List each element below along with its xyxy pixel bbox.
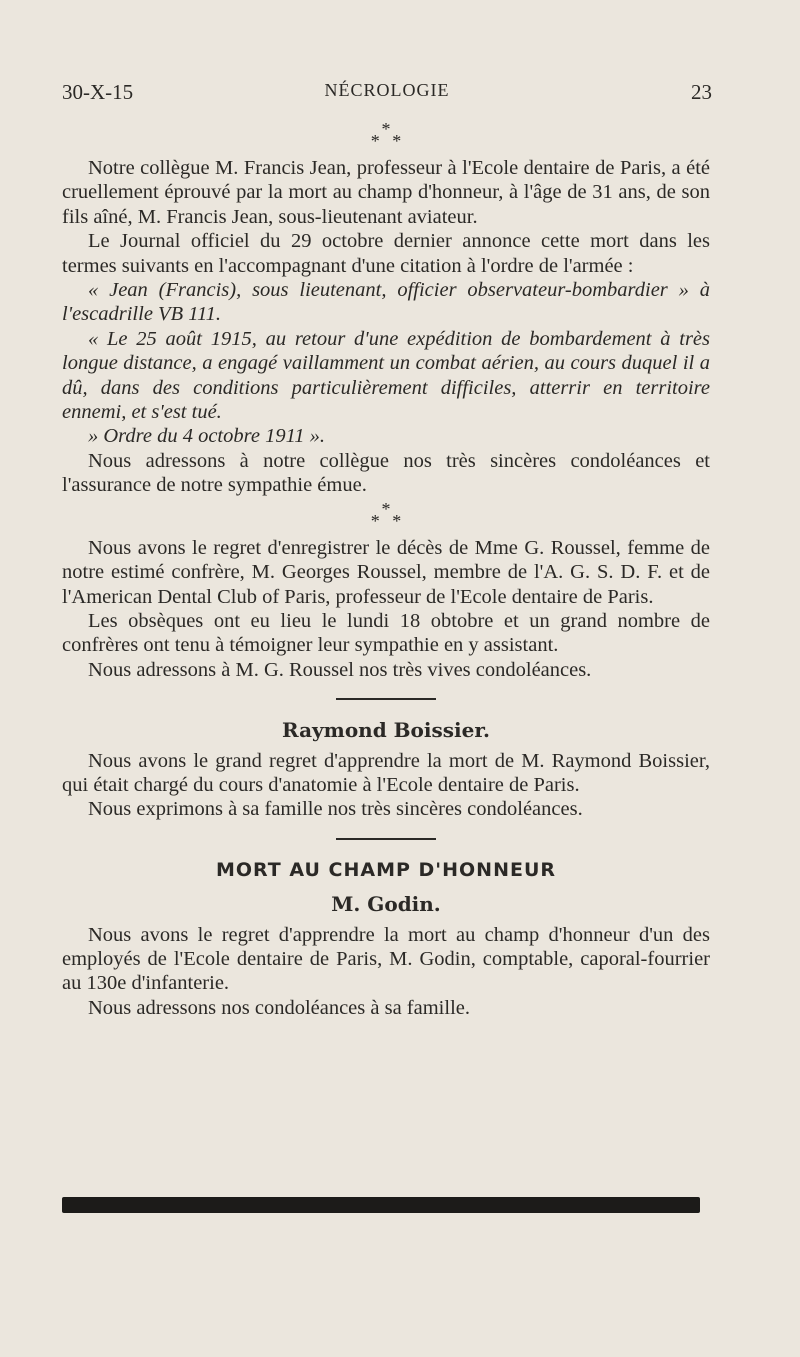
divider-rule <box>336 838 436 840</box>
header-date: 30-X-15 <box>62 80 134 104</box>
notice-title: M. Godin. <box>331 892 441 917</box>
asterism-star: * <box>381 119 391 139</box>
notice-roussel <box>62 536 710 682</box>
article-body <box>62 118 710 1020</box>
paragraph: Nous avons le regret d'enregistrer le décès de Mme G. Roussel, femme de notre estimé confrère, M. Georges Roussel, membre de l'A. G. S. D. F. et de l'American Dental Club of Paris, professeur de l'Ecole dentaire de Paris. <box>62 536 710 608</box>
asterism-star: * <box>392 131 402 151</box>
paragraph: Les obsèques ont eu lieu le lundi 18 obtobre et un grand nombre de confrères ont tenu à témoigner leur sympathie en y assistant. <box>62 609 710 657</box>
notice-francis-jean <box>62 156 710 498</box>
header-section-title: NÉCROLOGIE <box>324 80 450 100</box>
paragraph: Nous adressons à M. G. Roussel nos très vives condoléances. <box>88 658 592 681</box>
asterism-star: * <box>370 510 380 531</box>
running-header <box>62 80 712 112</box>
end-of-section-bar <box>62 1197 700 1213</box>
asterism-star: * <box>370 131 380 151</box>
paragraph: Nous adressons à notre collègue nos très sincères condoléances et l'assurance de notre sympathie émue. <box>62 449 710 497</box>
asterism-star: * <box>381 498 391 519</box>
paragraph: Le Journal officiel du 29 octobre dernier annonce cette mort dans les termes suivants en l'accompagnant d'une citation à l'ordre de l'armée : <box>62 230 710 277</box>
citation-quote: » Ordre du 4 octobre 1911 ». <box>88 425 326 448</box>
paragraph: Nous avons le regret d'apprendre la mort au champ d'honneur d'un des employés de l'Ecole dentaire de Paris, M. Godin, comptable, caporal-fourrier au 130e d'infanterie. <box>62 923 710 995</box>
section-heading: MORT AU CHAMP D'HONNEUR <box>215 858 557 881</box>
notice-title: Raymond Boissier. <box>282 718 490 743</box>
notice-boissier <box>62 718 710 822</box>
citation-quote: « Jean (Francis), sous lieutenant, officier observateur-bombardier » à l'escadrille VB 111. <box>62 279 710 326</box>
paragraph: Nous adressons nos condoléances à sa famille. <box>88 996 470 1019</box>
paragraph: Nous exprimons à sa famille nos très sincères condoléances. <box>88 798 583 821</box>
paragraph: Notre collègue M. Francis Jean, professeur à l'Ecole dentaire de Paris, a été cruellement éprouvé par la mort au champ d'honneur, à l'âge de 31 ans, de son fils aîné, M. Francis Jean, sous-lieutenant aviateur. <box>62 157 710 228</box>
citation-quote: « Le 25 août 1915, au retour d'une expédition de bombardement à très longue distance, a engagé vaillamment un combat aérien, au cours duquel il a dû, dans des conditions particulièrement difficiles, atterrir en territoire ennemi, et s'est tué. <box>62 327 710 424</box>
notice-godin <box>62 858 710 1020</box>
paragraph: Nous avons le grand regret d'apprendre la mort de M. Raymond Boissier, qui était chargé du cours d'anatomie à l'Ecole dentaire de Paris. <box>62 749 710 796</box>
asterism-divider-2 <box>62 498 710 536</box>
page-number: 23 <box>691 80 712 104</box>
asterism-star: * <box>392 510 402 531</box>
divider-rule <box>336 698 436 700</box>
asterism-divider-1 <box>62 118 710 156</box>
